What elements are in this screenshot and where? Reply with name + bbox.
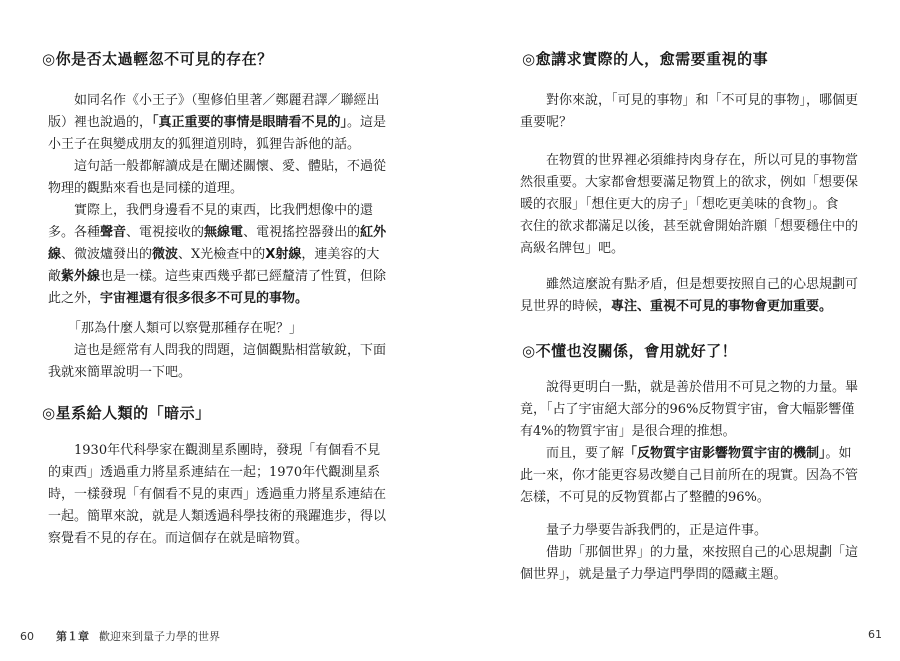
paragraph xyxy=(48,156,386,200)
text-line: 我就來簡單說明一下吧。 xyxy=(48,365,192,380)
text-line: 暖的衣服」「想住更大的房子」「想吃更美味的食物」。食 xyxy=(520,197,839,212)
text-line: 此之外，宇宙裡還有很多很多不可見的事物。 xyxy=(48,291,309,306)
right-page xyxy=(450,0,900,661)
page-footer xyxy=(20,628,220,644)
text-line: 多。各種聲音、電視接收的無線電、電視搖控器發出的紅外 xyxy=(48,225,387,240)
text-line: 怎樣，不可見的反物質都占了整體的96%。 xyxy=(520,490,770,505)
text-line: 借助「那個世界」的力量，來按照自己的心思規劃「這 xyxy=(546,545,859,560)
chapter-label: 第１章 xyxy=(56,630,89,643)
text-line: 高級名牌包」吧。 xyxy=(520,241,625,256)
text-line: 時，一樣發現「有個看不見的東西」透過重力將星系連結在 xyxy=(48,487,387,502)
text-line: 的東西」透過重力將星系連結在一起；1970年代觀測星系 xyxy=(48,465,381,480)
text-line: 1930年代科學家在觀測星系團時，發現「有個看不見 xyxy=(74,443,381,458)
text-line: 如同名作《小王子》（聖修伯里著／鄭麗君譯／聯經出 xyxy=(74,93,380,108)
text-line: 重要呢？ xyxy=(520,115,573,130)
text-line: 物理的觀點來看也是同樣的道理。 xyxy=(48,181,244,196)
paragraph xyxy=(520,90,858,134)
paragraph xyxy=(48,440,386,550)
section-heading: ◎你是否太過輕忽不可見的存在？ xyxy=(42,50,273,68)
text-line: 竟，「占了宇宙絕大部分的96%反物質宇宙，會大幅影響僅 xyxy=(520,402,855,417)
text-line: 這也是經常有人問我的問題，這個觀點相當敏銳，下面 xyxy=(74,343,387,358)
section-heading: ◎星系給人類的「暗示」 xyxy=(42,404,211,422)
section-heading: ◎不懂也沒關係，會用就好了！ xyxy=(522,342,738,360)
text-line: 小王子在與變成朋友的狐狸道別時，狐狸告訴他的話。 xyxy=(48,137,361,152)
text-line: 量子力學要告訴我們的，正是這件事。 xyxy=(546,523,768,538)
text-line: 一起。簡單來說，就是人類透過科學技術的飛躍進步，得以 xyxy=(48,509,387,524)
text-line: 而且，要了解「反物質宇宙影響物質宇宙的機制」。如 xyxy=(546,446,852,461)
text-line: 版）裡也說過的，「真正重要的事情是眼睛看不見的」。這是 xyxy=(48,115,387,130)
paragraph xyxy=(520,520,858,586)
text-line: 見世界的時候，專注、重視不可見的事物會更加重要。 xyxy=(520,299,833,314)
paragraph xyxy=(520,150,858,260)
page-number: 61 xyxy=(868,628,882,641)
paragraph xyxy=(48,90,386,156)
text-line: 線、微波爐發出的微波、X光檢查中的X射線，連美容的大 xyxy=(48,247,380,262)
text-line: 衣住的欲求都滿足以後，甚至就會開始許願「想要穩住中的 xyxy=(520,219,859,234)
emphasis-text: 「真正重要的事情是眼睛看不見的」 xyxy=(152,115,348,130)
text-line: 此一來，你才能更容易改變自己目前所在的現實。因為不管 xyxy=(520,468,859,483)
text-line: 在物質的世界裡必須維持肉身存在，所以可見的事物當 xyxy=(546,153,859,168)
text-line: 察覺看不見的存在。而這個存在就是暗物質。 xyxy=(48,531,309,546)
paragraph xyxy=(520,377,858,509)
text-line: 對你來說，「可見的事物」和「不可見的事物」，哪個更 xyxy=(546,93,859,108)
text-line: 說得更明白一點，就是善於借用不可見之物的力量。畢 xyxy=(546,380,859,395)
text-line: 這句話一般都解讀成是在闡述關懷、愛、體貼，不過從 xyxy=(74,159,387,174)
text-line: 有4%的物質宇宙」是很合理的推想。 xyxy=(520,424,736,439)
section-heading: ◎愈講求實際的人，愈需要重視的事 xyxy=(522,50,769,68)
page-footer xyxy=(868,628,882,641)
page-number: 60 xyxy=(20,630,34,643)
quote-line: 「那為什麼人類可以察覺那種存在呢？」 xyxy=(68,321,303,336)
text-line: 然很重要。大家都會想要滿足物質上的欲求，例如「想要保 xyxy=(520,175,859,190)
paragraph xyxy=(520,274,858,318)
chapter-title: 歡迎來到量子力學的世界 xyxy=(99,630,220,643)
emphasis-text: 專注、重視不可見的事物會更加重要。 xyxy=(611,299,833,314)
paragraph xyxy=(48,200,386,310)
text-line: 個世界」，就是量子力學這門學問的隱藏主題。 xyxy=(520,567,787,582)
paragraph xyxy=(48,318,386,384)
text-line: 敵紫外線也是一樣。這些東西幾乎都已經釐清了性質，但除 xyxy=(48,269,387,284)
text-line: 雖然這麼說有點矛盾，但是想要按照自己的心思規劃可 xyxy=(546,277,859,292)
emphasis-text: 「反物質宇宙影響物質宇宙的機制」 xyxy=(624,446,826,461)
text-line: 實際上，我們身邊看不見的東西，比我們想像中的還 xyxy=(74,203,374,218)
